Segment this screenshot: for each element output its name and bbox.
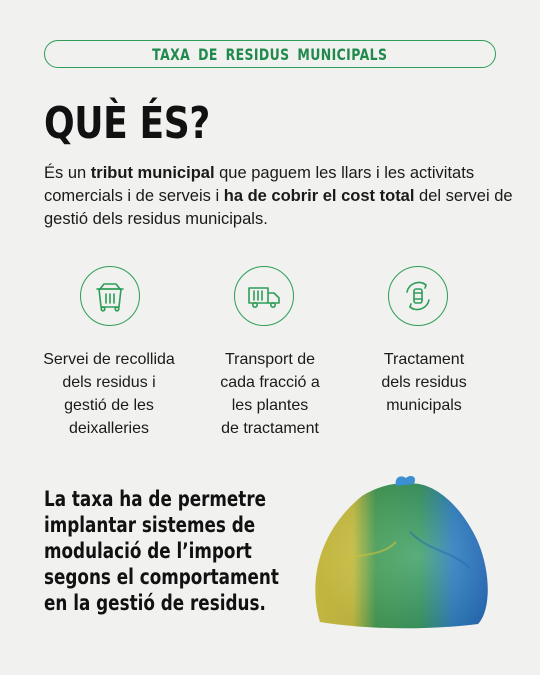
feature-collection-line: dels residus i <box>62 374 156 391</box>
intro-text-2: que paguem les llars i les activitats comercials i de serveis i <box>44 164 475 205</box>
intro-text-1: És un <box>44 164 91 182</box>
bottom-statement-line: modulació de l’import <box>44 539 252 563</box>
header-pill <box>44 40 496 68</box>
bottom-statement-line: implantar sistemes de <box>44 513 256 537</box>
feature-treatment-line: dels residus <box>381 374 467 391</box>
bottom-statement-line: La taxa ha de permetre <box>44 487 267 511</box>
feature-treatment-line: Tractament <box>383 351 465 368</box>
feature-collection-line: Servei de recollida <box>43 351 175 368</box>
intro-bold-1: tribut municipal <box>90 164 215 182</box>
truck-icon <box>244 276 284 316</box>
feature-collection-icon-ring <box>80 266 140 326</box>
waste-container-icon <box>90 276 130 316</box>
feature-treatment-icon-ring <box>388 266 448 326</box>
feature-collection-line: gestió de les <box>64 397 154 414</box>
intro-paragraph <box>44 162 514 231</box>
feature-transport-line: de tractament <box>221 420 319 437</box>
bottom-statement-line: en la gestió de residus. <box>44 591 266 615</box>
feature-transport-line: cada fracció a <box>220 374 320 391</box>
page-title: QUÈ ÉS? <box>44 98 210 149</box>
bottom-statement-line: segons el comportament <box>44 565 279 589</box>
feature-collection-caption <box>34 348 184 440</box>
garbage-bag-image <box>300 472 500 632</box>
feature-collection-line: deixalleries <box>68 420 150 437</box>
feature-treatment-line: municipals <box>386 397 462 414</box>
header-pill-label: TAXA DE RESIDUS MUNICIPALS <box>152 44 388 64</box>
feature-transport-line: Transport de <box>224 351 316 368</box>
bottom-statement <box>44 486 300 616</box>
recycle-can-icon <box>398 276 438 316</box>
feature-transport-line: les plantes <box>231 397 309 414</box>
feature-transport-icon-ring <box>234 266 294 326</box>
intro-bold-2: ha de cobrir el cost total <box>223 187 415 205</box>
intro-text-3: del servei de gestió dels residus municipals. <box>44 187 513 228</box>
feature-treatment-caption <box>349 348 499 417</box>
feature-transport-caption <box>195 348 345 440</box>
